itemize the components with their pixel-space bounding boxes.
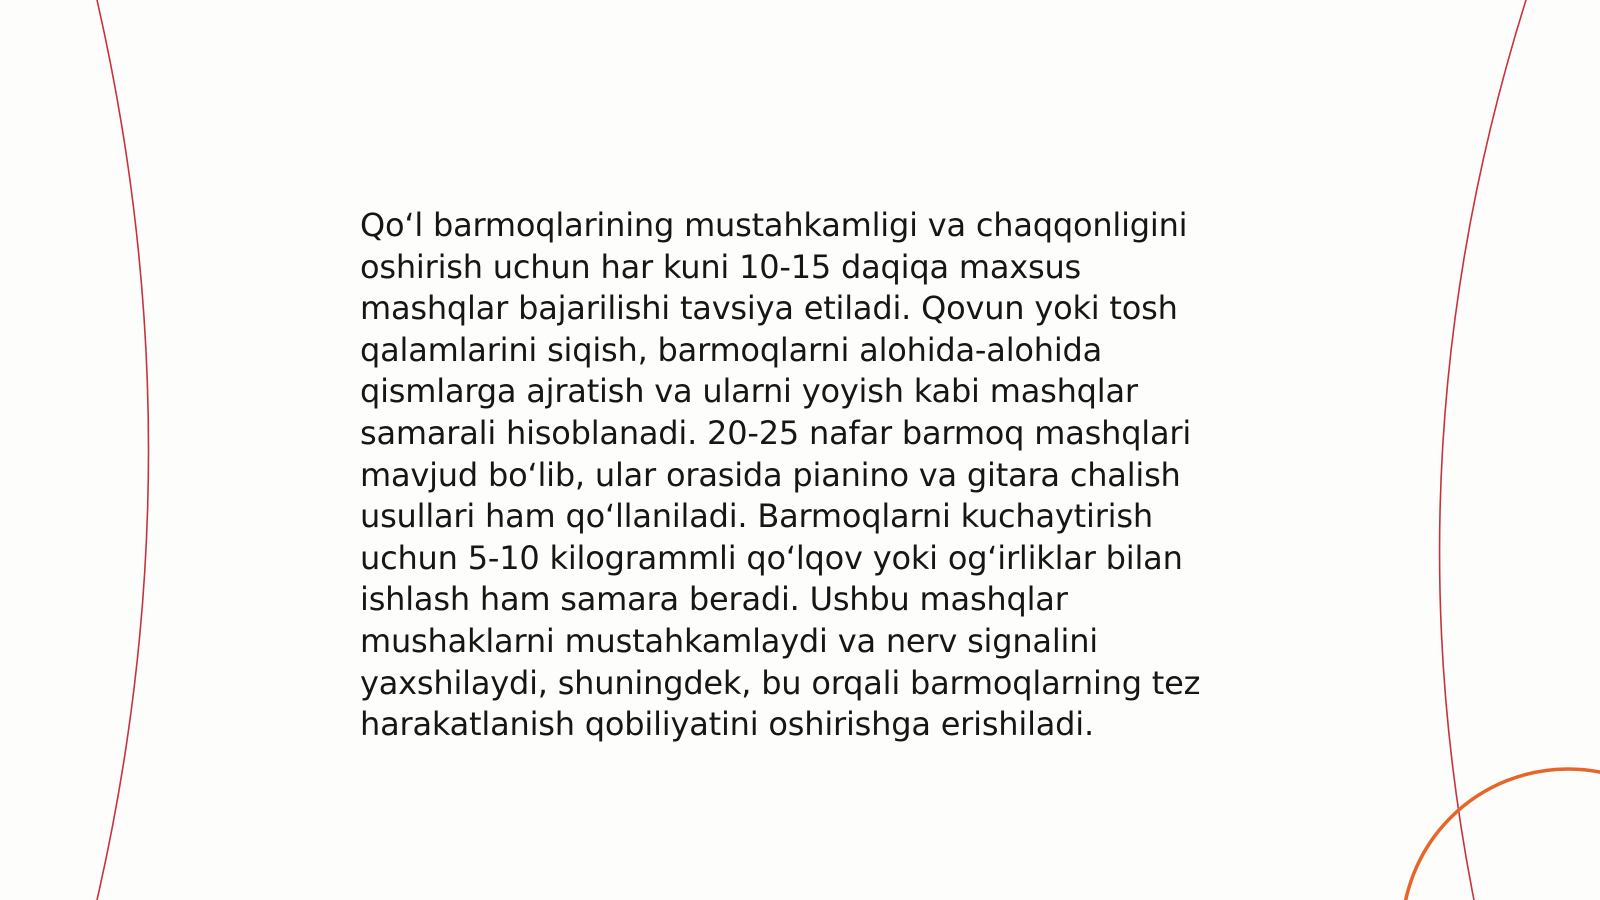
- text-line: mavjud boʻlib, ular orasida pianino va gitara chalish: [360, 455, 1181, 494]
- text-line: ishlash ham samara beradi. Ushbu mashqlar: [360, 580, 1068, 619]
- left-curve-line: [97, 0, 149, 900]
- text-line: mushaklarni mustahkamlaydi va nerv signalini: [360, 621, 1098, 660]
- text-line: oshirish uchun har kuni 10-15 daqiqa maxsus: [360, 247, 1081, 286]
- text-line: mashqlar bajarilishi tavsiya etiladi. Qovun yoki tosh: [360, 289, 1178, 328]
- slide-body-text: [360, 205, 1240, 746]
- text-line: samarali hisoblanadi. 20-25 nafar barmoq mashqlari: [360, 413, 1192, 452]
- text-line: qismlarga ajratish va ularni yoyish kabi mashqlar: [360, 372, 1138, 411]
- text-line: uchun 5-10 kilogrammli qoʻlqov yoki ogʻirliklar bilan: [360, 538, 1183, 577]
- orange-arc: [1402, 769, 1600, 900]
- text-line: qalamlarini siqish, barmoqlarni alohida-alohida: [360, 330, 1103, 369]
- text-line: yaxshilaydi, shuningdek, bu orqali barmoqlarning tez: [360, 663, 1201, 702]
- text-line: Qoʻl barmoqlarining mustahkamligi va chaqqonligini: [360, 206, 1188, 244]
- text-line: harakatlanish qobiliyatini oshirishga erishiladi.: [360, 705, 1094, 744]
- right-curve-line: [1440, 0, 1526, 900]
- text-line: usullari ham qoʻllaniladi. Barmoqlarni kuchaytirish: [360, 497, 1153, 536]
